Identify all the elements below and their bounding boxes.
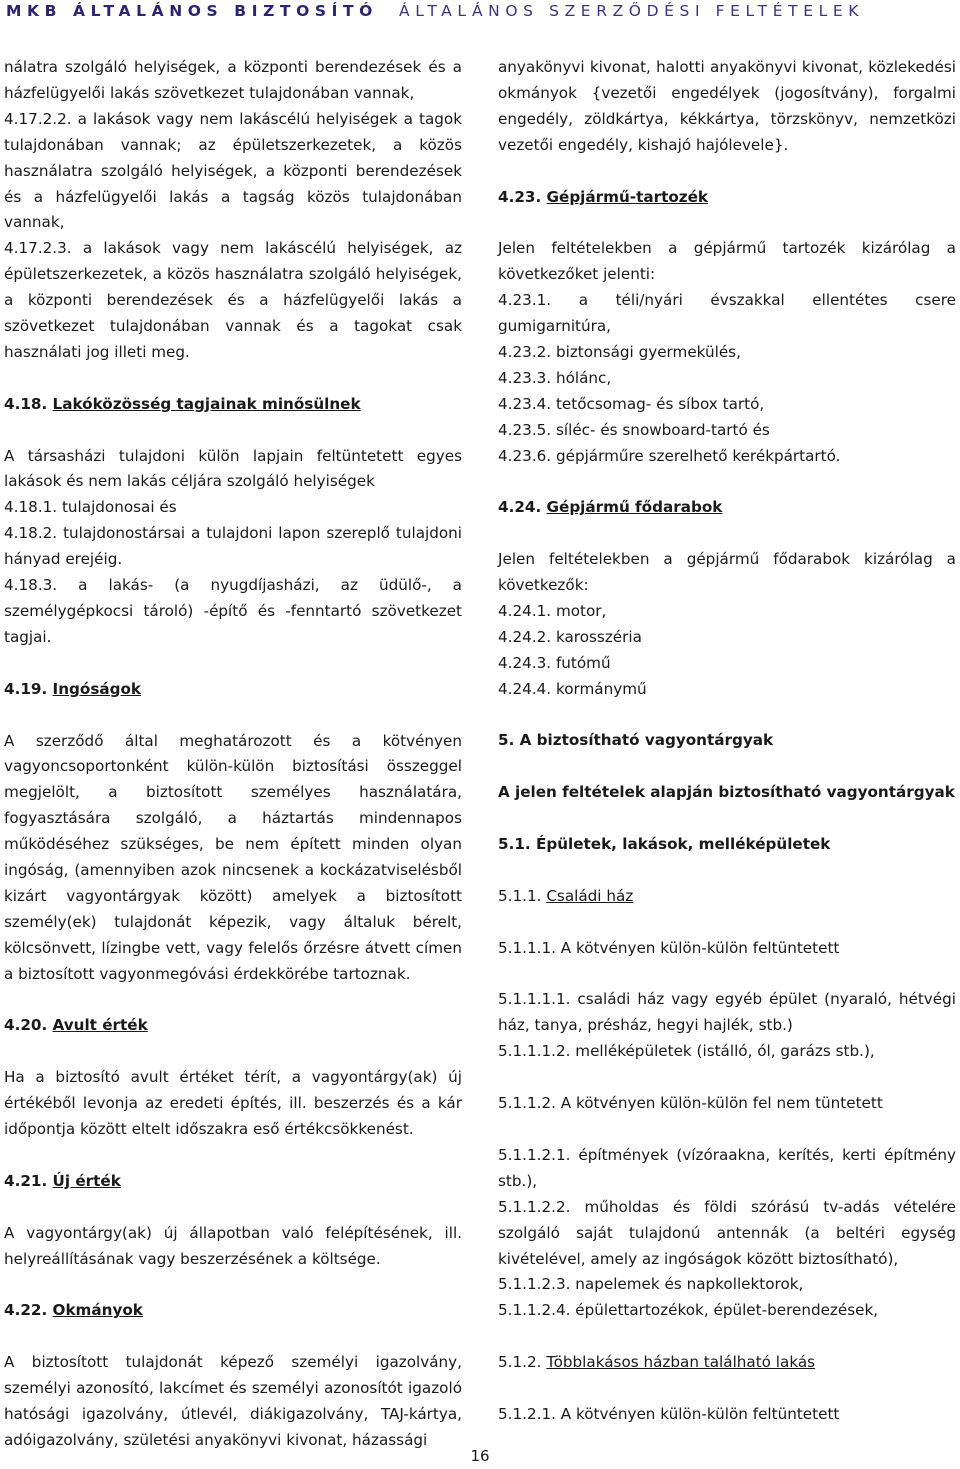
paragraph: anyakönyvi kivonat, halotti anyakönyvi kivonat, közlekedési okmányok {vezetői engedélyek (jogosítvány), forgalmi engedély, zöldkártya, kékkártya, törzskönyv, nemzetközi vezetői engedély, kishajó hajólevele}.	[498, 58, 956, 154]
list-item: 4.23.1. a téli/nyári évszakkal ellentétes csere gumigarnitúra,	[498, 291, 956, 336]
paragraph: A vagyontárgy(ak) új állapotban való felépítésének, ill. helyreállításának vagy beszerzésének a költsége.	[4, 1223, 462, 1268]
list-item: 4.24.4. kormánymű	[498, 679, 647, 698]
paragraph: A társasházi tulajdoni külön lapjain feltüntetett egyes lakások és nem lakás céljára szolgáló helyiségek	[4, 446, 462, 491]
header-company: MKB ÁLTALÁNOS BIZTOSÍTÓ	[6, 2, 378, 20]
right-column	[498, 55, 956, 1428]
section-heading-4-23: 4.23. Gépjármű-tartozék	[498, 187, 709, 206]
list-item: 4.18.3. a lakás- (a nyugdíjasházi, az üdülő-, a személygépkocsi tároló) -építő és -fenntartó szövetkezet tagjai.	[4, 576, 462, 646]
section-heading-5-1-1: 5.1.1. Családi ház	[498, 886, 634, 905]
section-heading-4-24: 4.24. Gépjármű fődarabok	[498, 498, 723, 517]
list-item: 5.1.1.2.3. napelemek és napkollektorok,	[498, 1275, 804, 1294]
section-heading-4-20: 4.20. Avult érték	[4, 1016, 148, 1035]
list-item: 4.23.4. tetőcsomag- és síbox tartó,	[498, 394, 765, 413]
section-heading-4-18: 4.18. Lakóközösség tagjainak minősülnek	[4, 394, 361, 413]
page-number: 16	[470, 1447, 490, 1465]
left-column	[4, 55, 462, 1454]
section-heading-4-19: 4.19. Ingóságok	[4, 679, 142, 698]
section-heading-4-21: 4.21. Új érték	[4, 1171, 121, 1190]
paragraph: 4.17.2.2. a lakások vagy nem lakáscélú helyiségek a tagok tulajdonában vannak; az épületszerkezetek, a közös használatra szolgáló helyiségek, a központi berendezések és a házfelügyelői lakás a tagság közös tulajdonában vannak,	[4, 109, 462, 232]
list-item: 4.18.2. tulajdonostársai a tulajdoni lapon szereplő tulajdoni hányad erejéig.	[4, 524, 462, 569]
list-item: 5.1.1.1.2. melléképületek (istálló, ól, garázs stb.),	[498, 1042, 875, 1061]
list-item: 5.1.1.2.4. épülettartozékok, épület-berendezések,	[498, 1301, 879, 1320]
paragraph: 5.1.1.1. A kötvényen külön-külön feltüntetett	[498, 938, 840, 957]
section-heading-5-1-2: 5.1.2. Többlakásos házban található lakás	[498, 1353, 816, 1372]
page-header	[6, 2, 956, 28]
paragraph: Jelen feltételekben a gépjármű fődarabok kizárólag a következők:	[498, 550, 956, 595]
paragraph: 5.1.2.1. A kötvényen külön-külön feltüntetett	[498, 1404, 840, 1423]
paragraph: Ha a biztosító avult értéket térít, a vagyontárgy(ak) új értékéből levonja az eredeti építés, ill. beszerzés és a kár időpontja között eltelt időszakra eső értékcsökkenést.	[4, 1068, 462, 1139]
paragraph: A biztosított tulajdonát képező személyi igazolvány, személyi azonosító, lakcímet és személyi azonosítót igazoló hatósági igazolvány, útlevél, diákigazolvány, TAJ-kártya, adóigazolvány, születési anyakönyvi kivonat, házassági	[4, 1353, 462, 1449]
list-item: 5.1.1.2.1. építmények (vízóraakna, kerítés, kerti építmény stb.),	[498, 1145, 956, 1190]
section-heading-5: 5. A biztosítható vagyontárgyak	[498, 731, 774, 750]
list-item: 5.1.1.2.2. műholdas és földi szórású tv-adás vételére szolgáló saját tulajdonú antennák (a beltéri egység kivételével, amely az ingóságok között biztosítható),	[498, 1197, 956, 1268]
list-item: 5.1.1.1.1. családi ház vagy egyéb épület (nyaraló, hétvégi ház, tanya, présház, hegyi hajlék, stb.)	[498, 990, 956, 1035]
list-item: 4.23.5. síléc- és snowboard-tartó és	[498, 420, 770, 439]
list-item: 4.23.6. gépjárműre szerelhető kerékpártartó.	[498, 446, 841, 465]
list-item: 4.23.2. biztonsági gyermekülés,	[498, 342, 741, 361]
section-heading-4-22: 4.22. Okmányok	[4, 1301, 143, 1320]
section-heading-5-1: 5.1. Épületek, lakások, melléképületek	[498, 835, 831, 854]
paragraph: Jelen feltételekben a gépjármű tartozék kizárólag a következőket jelenti:	[498, 239, 956, 284]
list-item: 4.24.3. futómű	[498, 653, 611, 672]
header-document-title: ÁLTALÁNOS SZERZŐDÉSI FELTÉTELEK	[399, 2, 864, 20]
paragraph: nálatra szolgáló helyiségek, a központi berendezések és a házfelügyelői lakás szövetkezet tulajdonában vannak,	[4, 58, 462, 102]
paragraph: 4.17.2.3. a lakások vagy nem lakáscélú helyiségek, az épületszerkezetek, a közös használatra szolgáló helyiségek, a központi berendezések és a házfelügyelői lakás a szövetkezet tulajdonában vannak és a tagokat csak használati jog illeti meg.	[4, 239, 462, 361]
list-item: 4.24.1. motor,	[498, 601, 607, 620]
section-subheading-5: A jelen feltételek alapján biztosítható vagyontárgyak	[498, 783, 955, 802]
paragraph: 5.1.1.2. A kötvényen külön-külön fel nem tüntetett	[498, 1094, 883, 1113]
paragraph: A szerződő által meghatározott és a kötvényen vagyoncsoportonként külön-külön biztosítási összeggel megjelölt, a biztosított személyes használatára, fogyasztására szolgáló, a háztartás mindennapos működéséhez szükséges, be nem épített minden olyan ingóság, (amennyiben azok nincsenek a kockázatviselésből kizárt vagyontárgyak között) amelyek a biztosított személy(ek) tulajdonát képezik, vagy általuk bérelt, kölcsönvett, lízingbe vett, vagy felelős őrzésre átvett címen a biztosított vagyonmegóvási érdekkörébe tartoznak.	[4, 731, 462, 983]
list-item: 4.23.3. hólánc,	[498, 368, 612, 387]
list-item: 4.24.2. karosszéria	[498, 627, 642, 646]
list-item: 4.18.1. tulajdonosai és	[4, 498, 177, 517]
